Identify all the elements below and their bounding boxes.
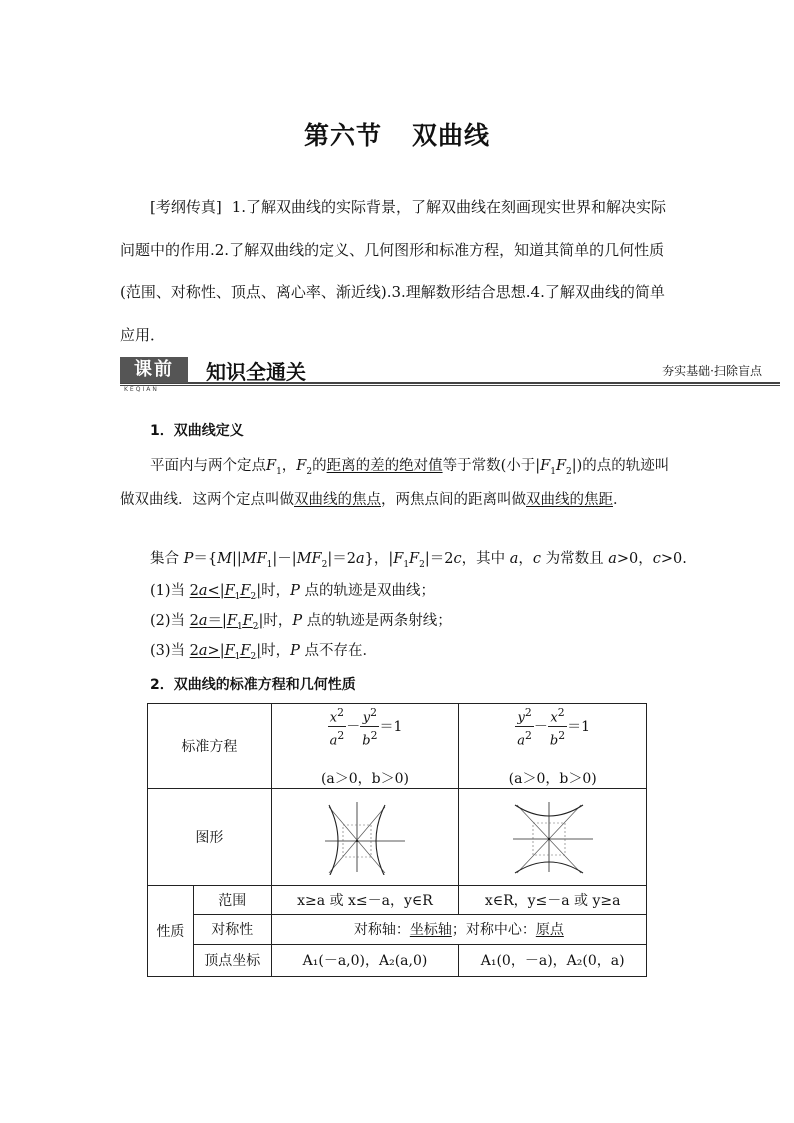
- definition-paragraph: 平面内与两个定点$F_1$，$F_2$的距离的差的绝对值等于常数(小于$|F_1F_2|$)的点的轨迹叫做双曲线．这两个定点叫做双曲线的焦点，两焦点间的距离叫做双曲线的焦距．: [120, 458, 670, 508]
- table-row: [148, 788, 647, 885]
- syllabus-tag: [考纲传真]: [150, 198, 222, 216]
- vertex-x: A₁(－a,0)，A₂(a,0): [271, 944, 459, 976]
- condition-x: (a＞0，b＞0): [320, 770, 410, 787]
- condition-y: (a＞0，b＞0): [508, 770, 597, 787]
- case-1: (1)当 $2a<|F_1F_2|$时，P 点的轨迹是双曲线；: [150, 583, 435, 602]
- row-label-vertex: 顶点坐标: [193, 944, 271, 976]
- vertex-y: A₁(0，－a)，A₂(0，a): [459, 944, 647, 976]
- table-row: [148, 914, 647, 944]
- case-2: (2)当 $2a=|F_1F_2|$时，P 点的轨迹是两条射线；: [150, 613, 452, 632]
- table-row: [148, 704, 647, 789]
- hyperbola-y-graph: [509, 799, 597, 875]
- symmetry-value: 对称轴：坐标轴；对称中心：原点: [271, 914, 646, 944]
- row-label-standard-equation: 标准方程: [148, 704, 272, 789]
- properties-table: [147, 703, 647, 977]
- table-row: [148, 885, 647, 914]
- banner-badge-sub: KEQIAN: [124, 386, 159, 393]
- case-3: (3)当 $2a>|F_1F_2|$时，P 点不存在．: [150, 643, 377, 662]
- banner-slogan: 夯实基础·扫除盲点: [662, 364, 762, 378]
- graph-cell-x: [271, 788, 459, 885]
- standard-equation-x: $\frac{x^2}{a^2}$ － $\frac{y^2}{b^2}$ ＝1 (a＞0，b＞0): [271, 704, 459, 789]
- section2-heading: 2．双曲线的标准方程和几何性质: [150, 677, 356, 693]
- banner-heading: 知识全通关: [206, 360, 306, 384]
- table-row: [148, 944, 647, 976]
- graph-cell-y: [459, 788, 647, 885]
- row-label-range: 范围: [193, 885, 271, 914]
- range-y: x∈R，y≤－a 或 y≥a: [459, 885, 647, 914]
- page-title: 第六节 双曲线: [303, 121, 491, 150]
- section1-heading: 1．双曲线定义: [150, 423, 244, 439]
- row-label-graph: 图形: [148, 788, 272, 885]
- range-x: x≥a 或 x≤－a，y∈R: [271, 885, 459, 914]
- banner-badge: 课前: [120, 357, 188, 383]
- section-banner: [120, 355, 780, 395]
- banner-rule-thin: [120, 385, 780, 386]
- set-definition: 集合 $P=\{M||MF_1|-|MF_2|=2a\}$，$|F_1F_2|=2c$，其中 a，c 为常数且 a>0，c>0.: [150, 551, 687, 570]
- syllabus-intro: [120, 186, 678, 356]
- hyperbola-x-graph: [321, 799, 409, 875]
- group-label-properties: 性质: [148, 885, 194, 976]
- syllabus-text: 1.了解双曲线的实际背景，了解双曲线在刻画现实世界和解决实际问题中的作用.2.了解双曲线的定义、几何图形和标准方程，知道其简单的几何性质(范围、对称性、顶点、离心率、渐近线).3.理解数形结合思想.4.了解双曲线的简单应用．: [120, 198, 667, 344]
- standard-equation-y: $\frac{y^2}{a^2}$ － $\frac{x^2}{b^2}$ ＝1 (a＞0，b＞0): [459, 704, 647, 789]
- row-label-symmetry: 对称性: [193, 914, 271, 944]
